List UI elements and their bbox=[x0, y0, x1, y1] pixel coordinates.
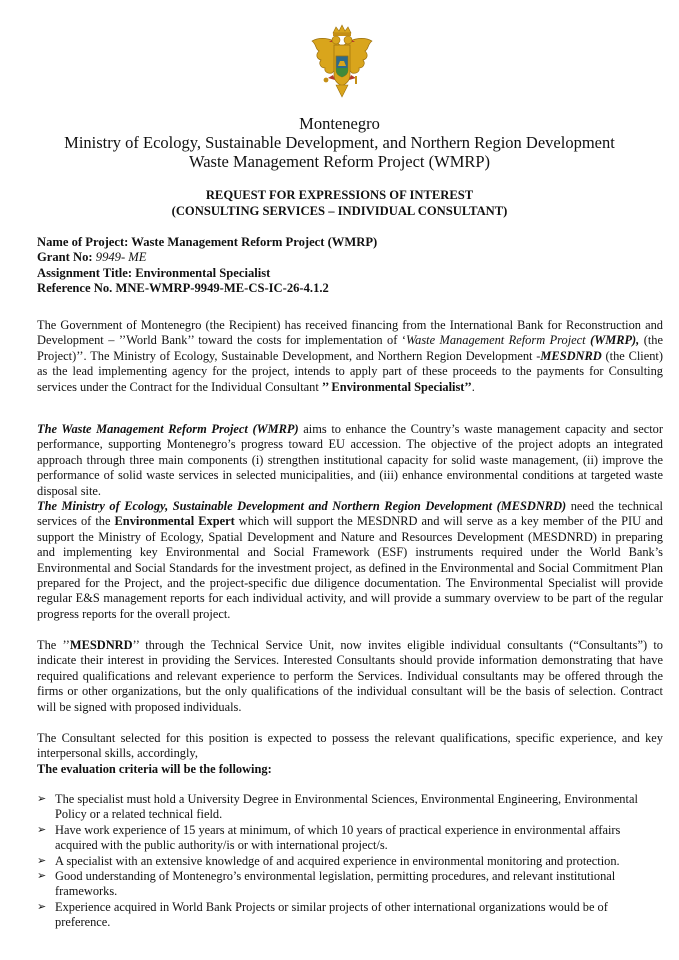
project-value: Waste Management Reform Project (WMRP) bbox=[131, 235, 378, 249]
paragraph-financing bbox=[37, 318, 663, 395]
reference-value: MNE-WMRP-9949-ME-CS-IC-26-4.1.2 bbox=[115, 281, 329, 296]
criterion-text: The specialist must hold a University Degree in Environmental Sciences, Environmental Engineering, Environmental Policy or a related technical field. bbox=[55, 792, 638, 822]
grant-label: Grant No: bbox=[37, 250, 93, 265]
ministry-name: Ministry of Ecology, Sustainable Development, and Northern Region Development bbox=[64, 133, 615, 152]
arrowhead-bullet-icon: ➢ bbox=[37, 823, 47, 836]
list-item bbox=[37, 823, 663, 854]
project-name-header: Waste Management Reform Project (WMRP) bbox=[188, 152, 491, 171]
list-item bbox=[37, 792, 663, 823]
list-item bbox=[37, 854, 663, 869]
p3-ministry-name: The Ministry of Ecology, Sustainable Development and Northern Region Development (MESDNRD) bbox=[37, 499, 567, 513]
p3-expert-title: Environmental Expert bbox=[114, 514, 235, 529]
criterion-text: Experience acquired in World Bank Projects or similar projects of other international organizations would be of preference. bbox=[55, 899, 608, 930]
p1-text-a: The Government of Montenegro (the Recipient) has received financing from the International Bank for Reconstruction and Development – ’’World Bank’’ toward the costs for implementation of ‘ bbox=[37, 318, 663, 348]
arrowhead-bullet-icon: ➢ bbox=[37, 793, 47, 805]
arrowhead-bullet-icon: ➢ bbox=[37, 870, 47, 883]
notice-title: REQUEST FOR EXPRESSIONS OF INTEREST bbox=[205, 188, 474, 202]
project-label: Name of Project: bbox=[37, 235, 129, 249]
assignment-value: Environmental Specialist bbox=[135, 265, 271, 280]
reference-label: Reference No. bbox=[37, 281, 113, 296]
notice-subtitle: (CONSULTING SERVICES – INDIVIDUAL CONSULTANT) bbox=[171, 204, 508, 218]
list-item bbox=[37, 900, 663, 931]
p4-client-acronym: MESDNRD bbox=[69, 638, 133, 652]
criterion-text: A specialist with an extensive knowledge of and acquired experience in environmental monitoring and protection. bbox=[55, 853, 620, 868]
assignment-row bbox=[37, 266, 377, 281]
p3-text-b: need the technical services of the bbox=[37, 499, 663, 529]
evaluation-criteria-heading: The evaluation criteria will be the following: bbox=[37, 761, 272, 776]
p1-text-f: (the Client) as the lead implementing agency for the project, intends to apply part of these proceeds to the payments for Consulting services under the Contract for the Individual Consultant bbox=[37, 348, 663, 394]
p3-text-d: which will support the MESDNRD and will serve as a key member of the PIU and support the Ministry of Ecology, Spatial Development and Nature and Resources Development (MESDNRD) in preparing and implementing key Environmental and Social Framework (ESF) instruments required under the World Bank’s Environmental and Social Standards for the investment project, as defined in the Environmental and Social Commitment Plan prepared for the Project, and the project-specific due diligence documentation. The Environmental Specialist will provide regular E&S management reports for each individual activity, and will provide a summary overview to be part of the regular progress reports for the overall project. bbox=[37, 514, 663, 621]
criterion-text: Good understanding of Montenegro’s environmental legislation, permitting procedures, and relevant institutional frameworks. bbox=[55, 869, 616, 899]
p4-text-a: The ’’ bbox=[37, 638, 70, 652]
paragraph-ministry-needs bbox=[37, 499, 663, 622]
assignment-label: Assignment Title: bbox=[37, 265, 133, 280]
paragraph-invitation bbox=[37, 638, 663, 715]
p2-text: aims to enhance the Country’s waste management capacity and sector performance, supporting Montenegro’s progress toward EU accession. The objective of the project adopts an integrated approach through three main components (i) strengthen institutional capacity for solid waste management, (ii) improve the performance of solid waste services in selected municipalities, and (iii) enhance environmental conditions at targeted waste disposal site. bbox=[37, 422, 663, 498]
p1-position-title: ’’ Environmental Specialist’’ bbox=[321, 379, 472, 394]
p4-text-c: ’’ through the Technical Service Unit, now invites eligible individual consultants (“Consultants”) to indicate their interest in providing the Services. Interested Consultants should provide information demonstrating that have required qualifications and relevant experience to perform the Services. Individual consultants may be offered through the firms or other organizations, but the only qualifications of the individual consultant will be the basis of selection. Contract will be signed with proposed individuals. bbox=[37, 638, 663, 714]
p1-text-h: . bbox=[471, 379, 475, 394]
p1-client-acronym: MESDNRD bbox=[540, 348, 602, 363]
p1-text-d: (the Project)’’. The Ministry of Ecology, Sustainable Development, and Northern Region Development - bbox=[37, 333, 663, 363]
paragraph-qualifications bbox=[37, 731, 663, 777]
list-item bbox=[37, 869, 663, 900]
evaluation-criteria-list bbox=[37, 792, 663, 931]
montenegro-crest-icon bbox=[309, 23, 375, 101]
project-name-row bbox=[37, 235, 377, 250]
p1-project-name: Waste Management Reform Project bbox=[405, 333, 591, 348]
grant-row bbox=[37, 250, 377, 265]
p5-text: The Consultant selected for this position is expected to possess the relevant qualifications, specific experience, and key interpersonal skills, accordingly, bbox=[37, 731, 663, 761]
grant-value: 9949- ME bbox=[95, 250, 147, 265]
project-details bbox=[37, 235, 377, 297]
p2-project-name: The Waste Management Reform Project (WMRP) bbox=[37, 422, 299, 436]
arrowhead-bullet-icon: ➢ bbox=[37, 854, 47, 867]
country-name: Montenegro bbox=[299, 114, 380, 133]
p1-project-acronym: (WMRP), bbox=[590, 333, 640, 348]
reference-row bbox=[37, 281, 377, 296]
paragraph-project-aim bbox=[37, 422, 663, 499]
criterion-text: Have work experience of 15 years at minimum, of which 10 years of practical experience in environmental affairs acquired with the public authority/is or with international project/s. bbox=[55, 822, 621, 853]
arrowhead-bullet-icon: ➢ bbox=[37, 900, 47, 913]
